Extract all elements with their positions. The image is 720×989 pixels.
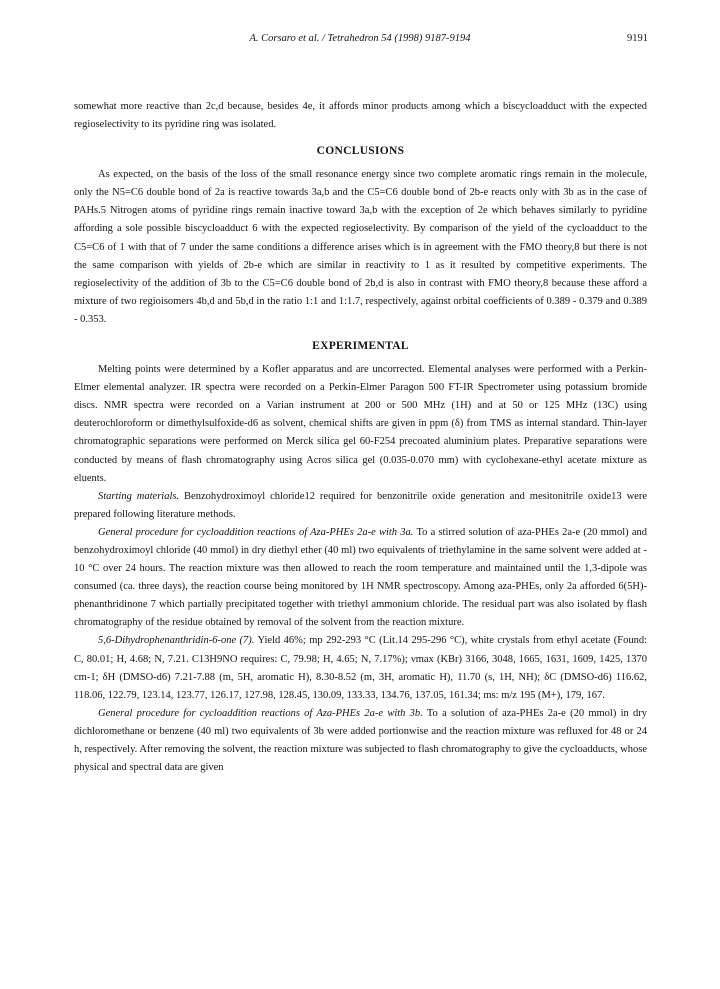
procedure-3a-label: General procedure for cycloaddition reactions of Aza-PHEs 2a-e with 3a. (98, 526, 414, 538)
compound-7-label: 5,6-Dihydrophenanthridin-6-one (7). (98, 635, 255, 647)
starting-materials-text: Benzohydroximoyl chloride12 required for benzonitrile oxide generation and mesitonitrile oxide13 were prepared following literature methods. (74, 490, 647, 520)
running-title: A. Corsaro et al. / Tetrahedron 54 (1998) 9187-9194 (249, 33, 471, 44)
procedure-3a-text: To a stirred solution of aza-PHEs 2a-e (20 mmol) and benzohydroximoyl chloride (40 mmol) in dry diethyl ether (40 ml) two equivalents of triethylamine in the same solvent were added at - 10 °C over 24 hours. The reaction mixture was then allowed to reach the room temperature and maintained until the 1,3-dipole was consumed (ca. three days), the reaction course being monitored by 1H NMR spectroscopy. Among aza-PHEs, only 2a afforded 6(5H)-phenanthridinone 7 which partially precipitated together with triethyl ammonium chloride. The residual part was also isolated by flash chromatography of the residue obtained by removal of the solvent from the reaction mixture. (74, 526, 647, 629)
article-body (74, 98, 647, 777)
compound-7-text: Yield 46%; mp 292-293 °C (Lit.14 295-296 °C), white crystals from ethyl acetate (Found: C, 80.01; H, 4.68; N, 7.21. C13H9NO requires: C, 79.98; H, 4.65; N, 7.17%); νmax (KBr) 3166, 3048, 1665, 1631, 1609, 1425, 1370 cm-1; δH (DMSO-d6) 7.21-7.88 (m, 5H, aromatic H), 8.30-8.52 (m, 3H, aromatic H), 11.70 (s, 1H, NH); δC (DMSO-d6) 116.62, 118.06, 122.79, 123.14, 123.77, 126.17, 127.98, 128.45, 130.09, 133.33, 134.76, 137.05, 161.34; ms: m/z 195 (M+), 179, 167. (74, 635, 647, 701)
procedure-3b-paragraph (74, 705, 647, 777)
page-number: 9191 (627, 33, 648, 44)
experimental-heading: EXPERIMENTAL (312, 340, 409, 353)
starting-materials-paragraph (74, 488, 647, 524)
procedure-3b-label: General procedure for cycloaddition reactions of Aza-PHEs 2a-e with 3b. (98, 707, 423, 719)
experimental-general-paragraph: Melting points were determined by a Kofler apparatus and are uncorrected. Elemental analyses were performed with a Perkin-Elmer elemental analyzer. IR spectra were recorded on a Perkin-Elmer Paragon 500 FT-IR Spectrometer using potassium bromide discs. NMR spectra were recorded on a Varian instrument at 200 or 500 MHz (1H) and at 50 or 125 MHz (13C) using deuterochloroform or dimethylsulfoxide-d6 as solvent, chemical shifts are given in ppm (δ) from TMS as internal standard. Thin-layer chromatographic separations were performed on Merck silica gel 60-F254 precoated aluminium plates. Preparative separations were conducted by means of flash chromatography using Acros silica gel (0.035-0.070 mm) with cyclohexane-ethyl acetate mixture as eluents. (74, 364, 647, 484)
compound-7-paragraph (74, 632, 647, 704)
procedure-3a-paragraph (74, 524, 647, 633)
conclusions-paragraph: As expected, on the basis of the loss of the small resonance energy since two complete aromatic rings remain in the molecule, only the N5=C6 double bond of 2a is reactive towards 3a,b and the C5=C6 double bond of 2b-e reacts only with 3b as in the case of PAHs.5 Nitrogen atoms of pyridine rings remain inactive toward 3a,b with the exception of 2e which behaves similarly to pyridine affording a sole possible biscycloadduct 6 with the expected regioselectivity. By comparison of the yield of the cycloadduct to the C5=C6 of 1 with that of 7 under the same conditions a difference arises which is in agreement with the FMO theory,8 but there is not the same comparison with yields of 2b-e which are similar in reactivity to 1 as it resulted by competitive experiments. The regioselectivity of the addition of 3b to the C5=C6 double bond of 2b,d is also in contrast with FMO theory,8 because these afford a mixture of two regioisomers 4b,d and 5b,d in the ratio 1:1 and 1:1.7, respectively, against orbital coefficients of 0.389 - 0.379 and 0.389 - 0.353. (74, 169, 647, 325)
procedure-3b-text: To a solution of aza-PHEs 2a-e (20 mmol) in dry dichloromethane or benzene (40 ml) two equivalents of 3b were added portionwise and the reaction mixture was refluxed for 48 or 24 h, respectively. After removing the solvent, the reaction mixture was subjected to flash chromatography to give the cycloadducts, whose physical and spectral data are given (74, 707, 648, 774)
starting-materials-label: Starting materials. (98, 490, 180, 502)
conclusions-heading: CONCLUSIONS (316, 145, 405, 158)
intro-paragraph: somewhat more reactive than 2c,d because, besides 4e, it affords minor products among which a biscycloadduct with the expected regioselectivity to its pyridine ring was isolated. (74, 101, 647, 131)
